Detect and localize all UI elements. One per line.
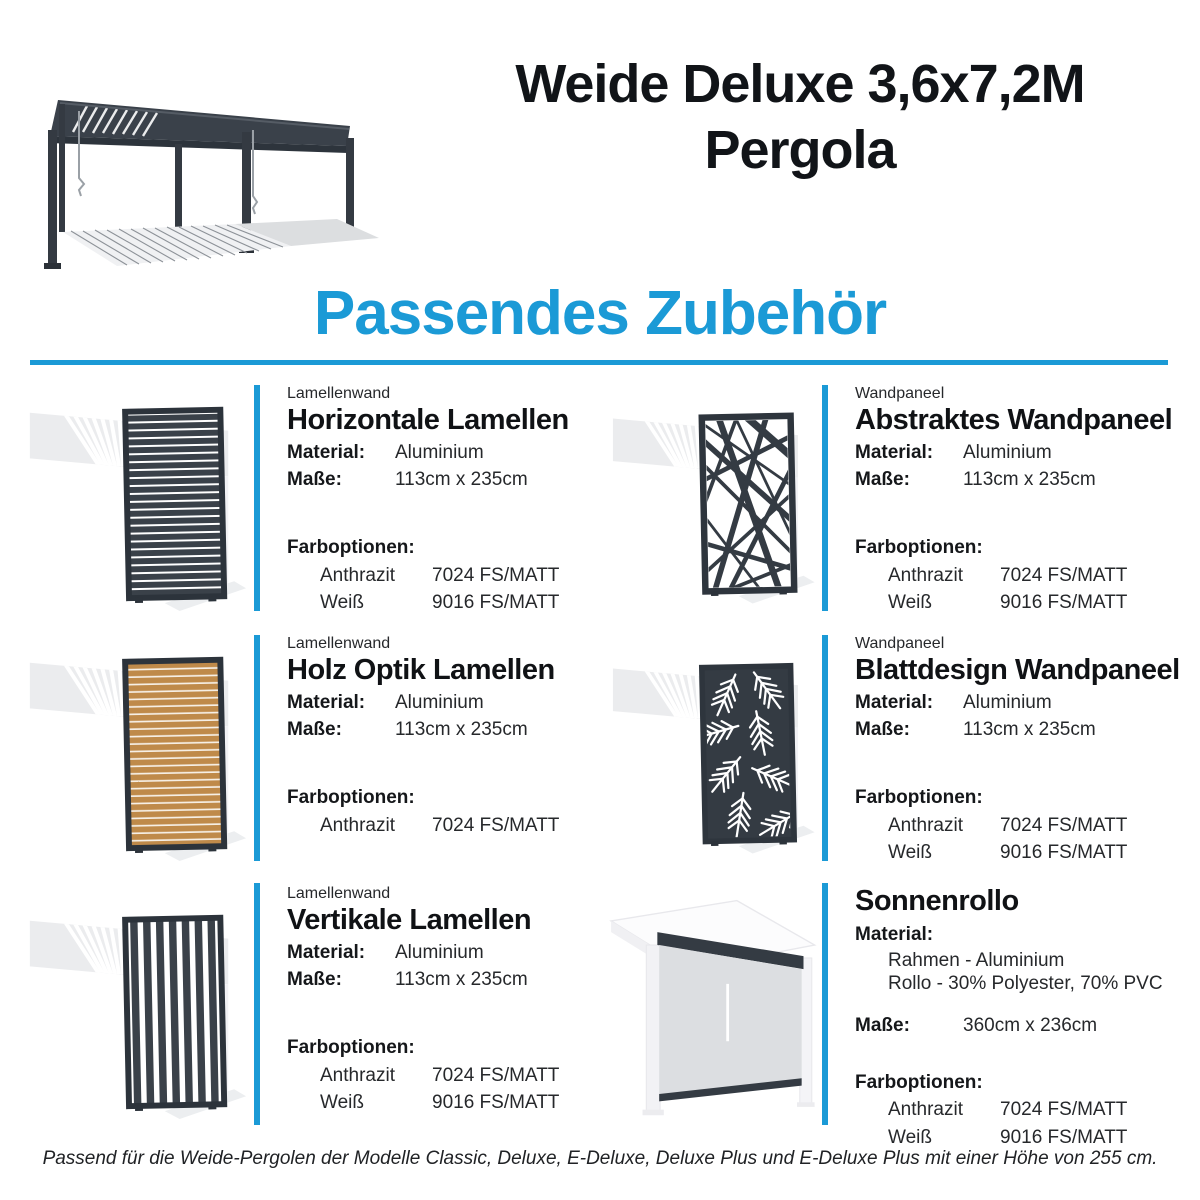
color-name: Anthrazit — [888, 564, 963, 586]
color-code: 7024 FS/MATT — [432, 814, 560, 836]
color-options-label: Farboptionen: — [855, 787, 983, 809]
page-title — [420, 52, 1180, 184]
grid-row-1 — [0, 374, 1200, 624]
color-name: Anthrazit — [320, 814, 395, 836]
card-body — [260, 624, 600, 874]
color-options-label: Farboptionen: — [287, 1037, 415, 1059]
product-name: Vertikale Lamellen — [287, 904, 532, 936]
dimensions-value: 113cm x 235cm — [395, 968, 528, 990]
color-option — [855, 562, 1196, 590]
grid-row-2 — [0, 624, 1200, 874]
color-options-label: Farboptionen: — [287, 537, 415, 559]
blattdesign-wandpaneel-render — [600, 624, 822, 874]
color-option — [287, 812, 596, 840]
holz-optik-lamellen-render — [16, 624, 254, 874]
color-name: Anthrazit — [320, 1064, 395, 1086]
card-body — [828, 624, 1200, 874]
product-card-abstraktes-wandpaneel — [600, 374, 1200, 624]
material-label: Material: — [287, 692, 366, 713]
product-card-sonnenrollo — [600, 874, 1200, 1148]
color-name: Weiß — [320, 592, 364, 614]
color-code: 7024 FS/MATT — [432, 564, 560, 586]
color-name: Weiß — [320, 1092, 364, 1114]
dimensions-value: 113cm x 235cm — [395, 718, 528, 740]
card-body — [260, 874, 600, 1140]
color-name: Anthrazit — [888, 814, 963, 836]
color-code: 9016 FS/MATT — [432, 1092, 560, 1114]
dimensions-value: 113cm x 235cm — [963, 468, 1096, 490]
color-name: Anthrazit — [888, 1099, 963, 1121]
color-option — [855, 589, 1196, 617]
dimensions-value: 113cm x 235cm — [963, 718, 1096, 740]
product-name: Abstraktes Wandpaneel — [855, 404, 1173, 436]
color-name: Weiß — [888, 1126, 932, 1148]
material-label: Material: — [287, 942, 366, 963]
page-title-line2: Pergola — [704, 119, 896, 180]
color-option — [287, 1062, 596, 1090]
vertikale-lamellen-render — [16, 874, 254, 1140]
color-code: 9016 FS/MATT — [1000, 842, 1128, 864]
horizontale-lamellen-render — [16, 374, 254, 624]
product-category: Lamellenwand — [287, 635, 391, 652]
color-options-label: Farboptionen: — [855, 537, 983, 559]
sonnenrollo-render — [600, 874, 822, 1140]
pergola-3d-render — [35, 78, 387, 290]
material-row — [287, 690, 596, 717]
material-row — [287, 940, 596, 967]
color-name: Weiß — [888, 842, 932, 864]
product-card-blattdesign-wandpaneel — [600, 624, 1200, 874]
material-value: Aluminium — [395, 442, 484, 463]
product-card-horizontale-lamellen — [0, 374, 600, 624]
product-name: Blattdesign Wandpaneel — [855, 654, 1180, 686]
material-value: Aluminium — [963, 692, 1052, 713]
color-code: 7024 FS/MATT — [1000, 1099, 1128, 1121]
material-value: Aluminium — [395, 692, 484, 713]
product-name: Holz Optik Lamellen — [287, 654, 555, 686]
color-code: 7024 FS/MATT — [432, 1064, 560, 1086]
color-code: 9016 FS/MATT — [432, 592, 560, 614]
color-options-label: Farboptionen: — [287, 787, 415, 809]
product-category: Lamellenwand — [287, 385, 391, 402]
color-option — [855, 1096, 1196, 1124]
material-line: Rollo - 30% Polyester, 70% PVC — [888, 973, 1163, 995]
material-row — [855, 440, 1196, 467]
product-name: Horizontale Lamellen — [287, 404, 569, 436]
card-body — [828, 374, 1200, 624]
material-label: Material: — [287, 442, 366, 463]
accessory-grid — [0, 374, 1200, 1148]
material-label: Material: — [855, 692, 934, 713]
dimensions-row — [287, 967, 596, 994]
dimensions-label: Maße: — [855, 1015, 910, 1037]
color-name: Anthrazit — [320, 564, 395, 586]
material-value: Aluminium — [963, 442, 1052, 463]
dimensions-value: 360cm x 236cm — [963, 1015, 1098, 1037]
card-body — [828, 874, 1200, 1148]
product-category: Wandpaneel — [855, 635, 945, 652]
page-title-line1: Weide Deluxe 3,6x7,2M — [515, 54, 1085, 114]
color-code: 9016 FS/MATT — [1000, 1126, 1128, 1148]
color-options-label: Farboptionen: — [855, 1071, 983, 1093]
material-label: Material: — [855, 442, 934, 463]
color-option — [287, 562, 596, 590]
dimensions-row — [855, 1013, 1196, 1040]
dimensions-label: Maße: — [855, 468, 910, 490]
color-option — [287, 1089, 596, 1117]
abstraktes-wandpaneel-render — [600, 374, 822, 624]
dimensions-row — [287, 717, 596, 744]
color-code: 9016 FS/MATT — [1000, 592, 1128, 614]
material-row — [855, 690, 1196, 717]
color-name: Weiß — [888, 592, 932, 614]
dimensions-label: Maße: — [287, 968, 342, 990]
color-code: 7024 FS/MATT — [1000, 564, 1128, 586]
color-option — [855, 839, 1196, 867]
dimensions-row — [287, 467, 596, 494]
material-row — [287, 440, 596, 467]
material-label: Material: — [855, 924, 934, 945]
footer-note: Passend für die Weide-Pergolen der Modelle Classic, Deluxe, E-Deluxe, Deluxe Plus und E-Deluxe Plus mit einer Höhe von 255 cm. — [42, 1148, 1158, 1169]
color-option — [287, 589, 596, 617]
section-heading: Passendes Zubehör — [313, 279, 887, 348]
card-body — [260, 374, 600, 624]
dimensions-label: Maße: — [287, 468, 342, 490]
color-code: 7024 FS/MATT — [1000, 814, 1128, 836]
section-divider-line — [30, 360, 1168, 365]
dimensions-row — [855, 717, 1196, 744]
product-category: Wandpaneel — [855, 385, 945, 402]
dimensions-row — [855, 467, 1196, 494]
dimensions-value: 113cm x 235cm — [395, 468, 528, 490]
product-card-vertikale-lamellen — [0, 874, 600, 1140]
material-value: Aluminium — [395, 942, 484, 963]
product-card-holz-optik-lamellen — [0, 624, 600, 874]
color-option — [855, 812, 1196, 840]
grid-row-3 — [0, 874, 1200, 1148]
product-name: Sonnenrollo — [855, 885, 1019, 917]
dimensions-label: Maße: — [855, 718, 910, 740]
dimensions-label: Maße: — [287, 718, 342, 740]
material-line: Rahmen - Aluminium — [888, 949, 1065, 971]
product-category: Lamellenwand — [287, 885, 391, 902]
